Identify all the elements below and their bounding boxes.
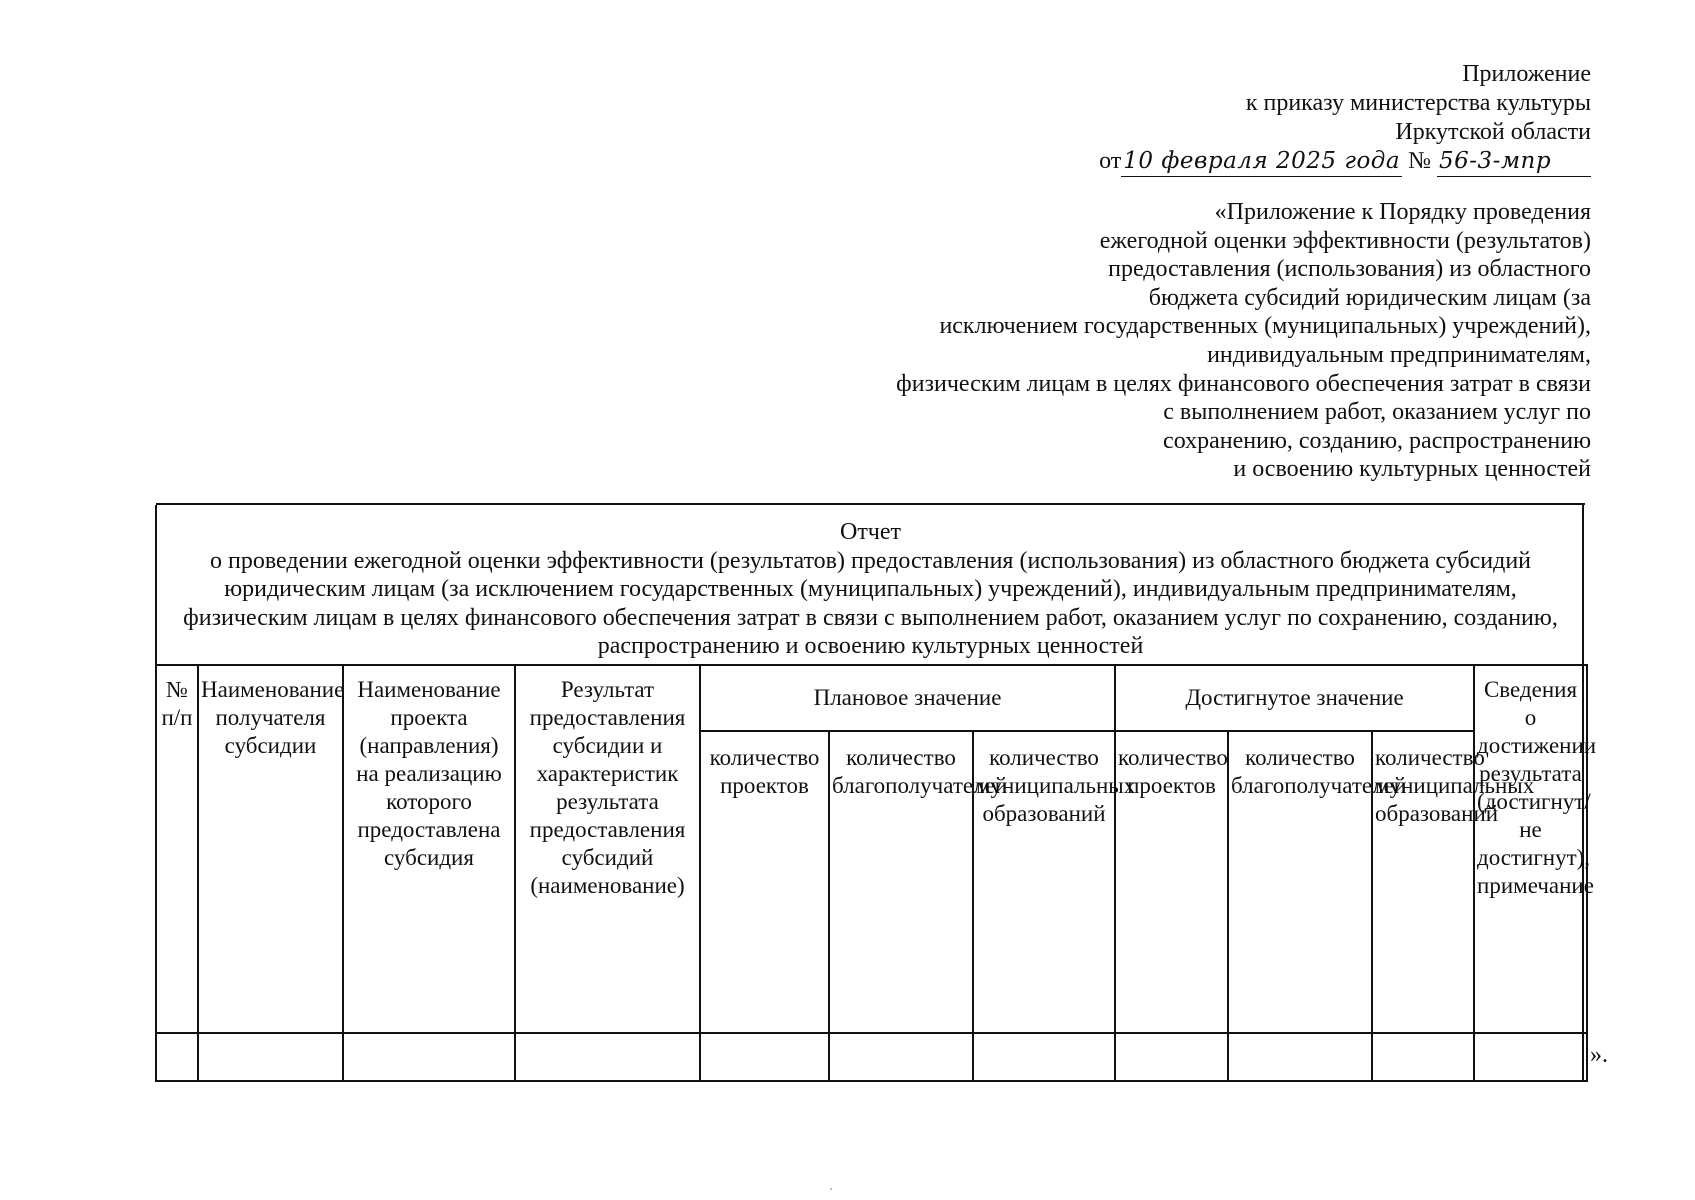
- procedure-line: с выполнением работ, оказанием услуг по: [1163, 399, 1591, 426]
- col-header-recipient: Наименование получателя субсидии: [198, 665, 343, 1033]
- annex-header: [1031, 60, 1591, 177]
- procedure-line: сохранению, созданию, распространению: [1163, 427, 1591, 454]
- number-prefix: №: [1408, 148, 1431, 174]
- col-header-project: Наименование проекта (направления) на реализацию которого предоставлена субсидия: [343, 665, 515, 1033]
- table-cell: [515, 1033, 700, 1081]
- procedure-line: и освоению культурных ценностей: [1233, 456, 1591, 483]
- table-cell: [1115, 1033, 1228, 1081]
- planned-municipalities-header: количество муниципальных образований: [973, 731, 1115, 1033]
- table-cell: [1474, 1033, 1587, 1081]
- report-subtitle-line: физическим лицам в целях финансового обеспечения затрат в связи с выполнением работ, оказанием услуг по сохранению, созданию,: [183, 604, 1558, 631]
- planned-projects-header: количество проектов: [700, 731, 829, 1033]
- report-subtitle-line: юридическим лицам (за исключением государственных (муниципальных) учреждений), индивидуальным предпринимателям,: [224, 576, 1517, 602]
- report-subtitle-line: о проведении ежегодной оценки эффективности (результатов) предоставления (использования) из областного бюджета субсидий: [209, 547, 1532, 574]
- procedure-line: физическим лицам в целях финансового обеспечения затрат в связи: [896, 370, 1591, 397]
- from-prefix: от: [1099, 148, 1122, 174]
- annex-order-ref: к приказу министерства культуры: [1245, 90, 1591, 116]
- procedure-line: «Приложение к Порядку проведения: [1214, 199, 1591, 225]
- table-cell: [1228, 1033, 1372, 1081]
- table-cell: [829, 1033, 973, 1081]
- procedure-line: индивидуальным предпринимателям,: [1207, 341, 1591, 368]
- report-subtitle-line: распространению и освоению культурных ценностей: [597, 633, 1144, 659]
- table-cell: [973, 1033, 1115, 1081]
- col-header-info: Сведения о достижении результата (достигнут/не достигнут), примечание: [1474, 665, 1587, 1033]
- annex-region: Иркутской области: [1395, 119, 1591, 145]
- table-cell: [156, 1033, 198, 1081]
- procedure-line: исключением государственных (муниципальных) учреждений),: [939, 313, 1591, 340]
- handwritten-date: 10 февраля 2025 года: [1121, 147, 1402, 177]
- order-date-number-line: [1031, 147, 1591, 177]
- procedure-reference: [811, 198, 1591, 484]
- procedure-line: предоставления (использования) из областного: [1108, 256, 1591, 283]
- group-header-achieved: Достигнутое значение: [1115, 665, 1474, 731]
- procedure-line: бюджета субсидий юридическим лицам (за: [1148, 284, 1591, 311]
- achieved-projects-header: количество проектов: [1115, 731, 1228, 1033]
- table-cell: [1372, 1033, 1474, 1081]
- scan-speck: [830, 1188, 832, 1190]
- report-heading: [155, 518, 1586, 661]
- achieved-municipalities-header: количество муниципальных образований: [1372, 731, 1474, 1033]
- annex-title: Приложение: [1462, 61, 1591, 87]
- group-header-planned: Плановое значение: [700, 665, 1115, 731]
- table-row: [156, 1033, 1587, 1081]
- col-header-num: № п/п: [156, 665, 198, 1033]
- col-header-result: Результат предоставления субсидии и характеристик результата предоставления субсидий (наименование): [515, 665, 700, 1033]
- achieved-beneficiaries-header: количество благополучателей: [1228, 731, 1372, 1033]
- table-cell: [700, 1033, 829, 1081]
- table-header-row: [156, 665, 1587, 731]
- closing-quote-mark: ».: [1590, 1042, 1608, 1068]
- report-table: [155, 664, 1597, 1082]
- procedure-line: ежегодной оценки эффективности (результатов): [1099, 227, 1591, 254]
- table-cell: [343, 1033, 515, 1081]
- planned-beneficiaries-header: количество благополучателей: [829, 731, 973, 1033]
- handwritten-number: 56-3-мпр: [1437, 147, 1591, 177]
- table-cell: [198, 1033, 343, 1081]
- report-title: Отчет: [839, 519, 902, 545]
